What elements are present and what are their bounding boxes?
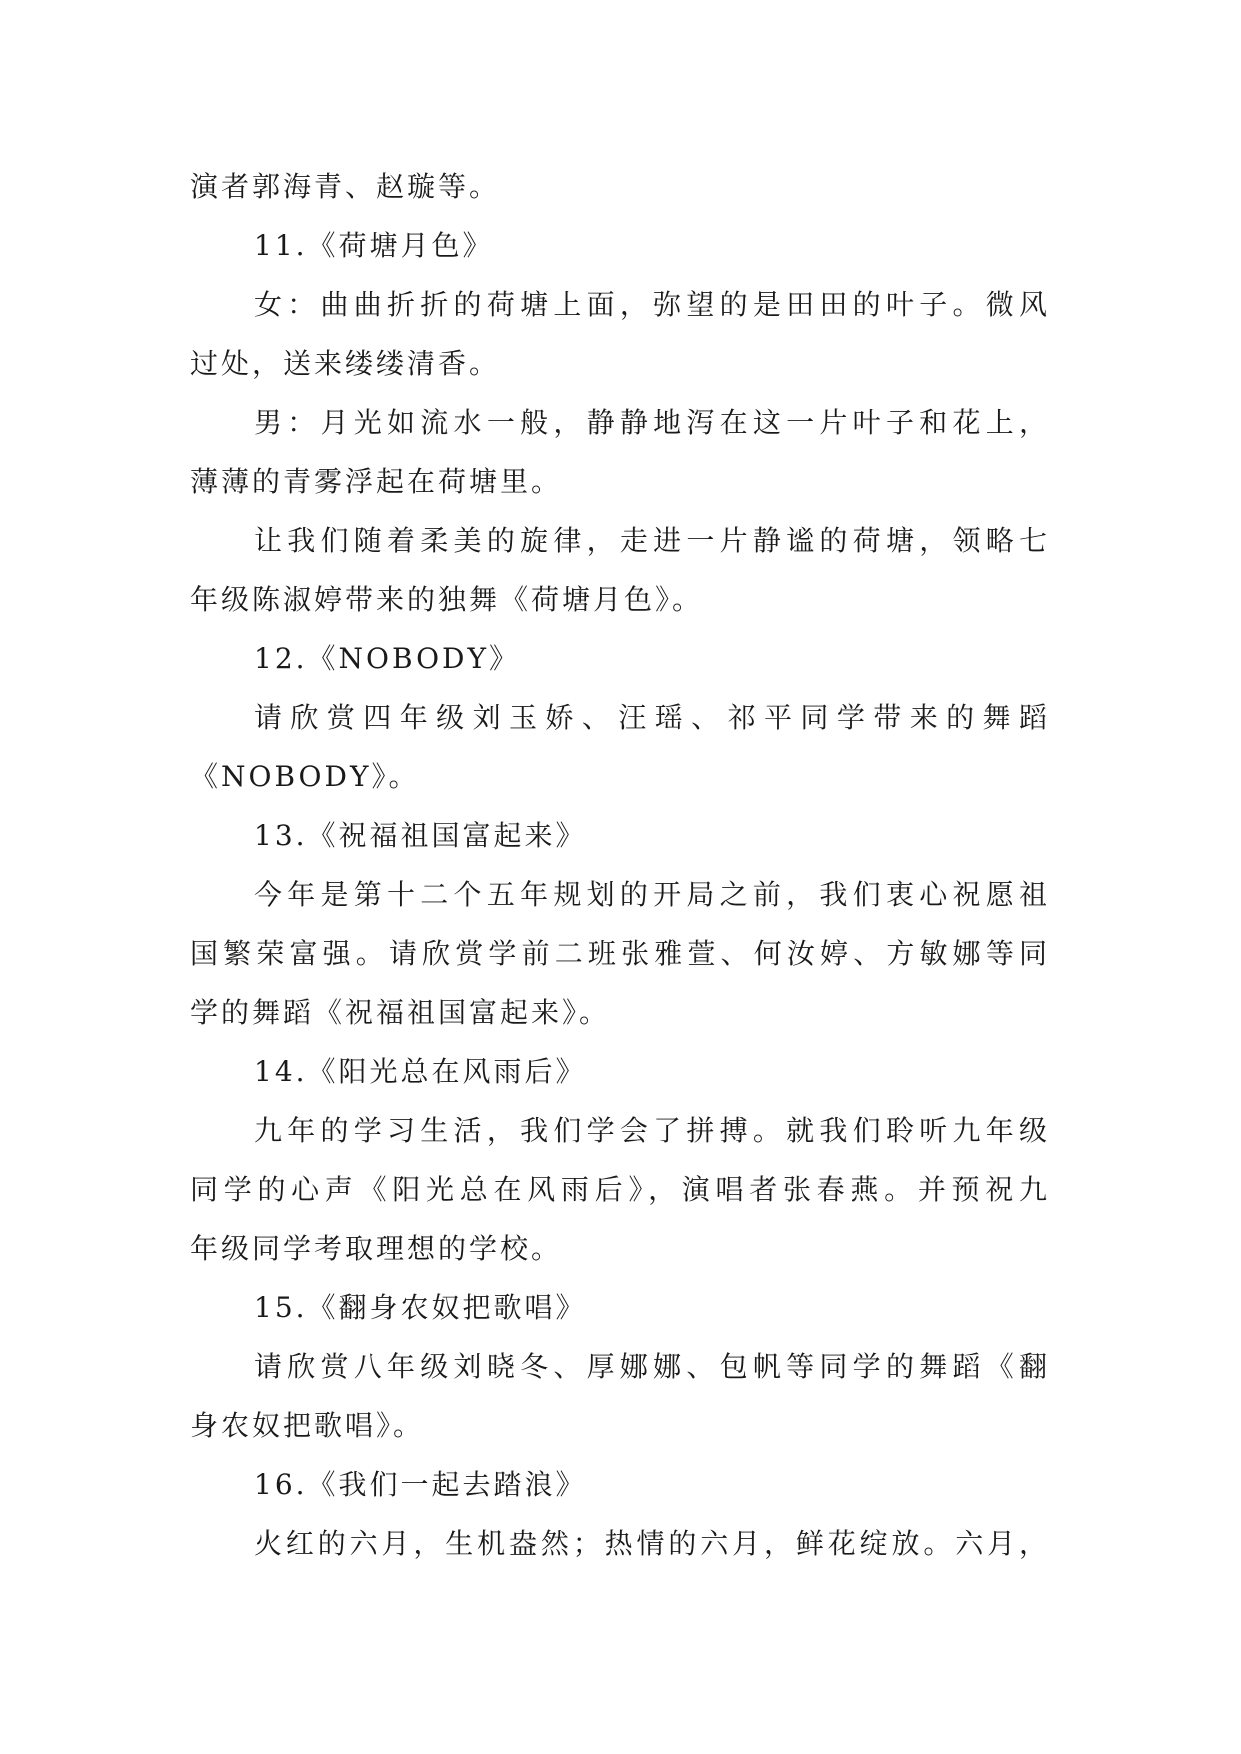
text-line-10: 请欣赏四年级刘玉娇、汪瑶、祁平同学带来的舞蹈 xyxy=(254,701,1050,734)
text-line-7: 让我们随着柔美的旋律，走进一片静谧的荷塘，领略七 xyxy=(254,524,1050,557)
text-line-6: 薄薄的青雾浮起在荷塘里。 xyxy=(190,465,563,498)
text-line-14: 国繁荣富强。请欣赏学前二班张雅萱、何汝婷、方敏娜等同 xyxy=(190,937,1050,970)
program-title-14: 14.《阳光总在风雨后》 xyxy=(254,1055,587,1088)
text-line-3: 女：曲曲折折的荷塘上面，弥望的是田田的叶子。微风 xyxy=(254,288,1050,321)
text-line-15: 学的舞蹈《祝福祖国富起来》。 xyxy=(190,996,611,1029)
text-line-11: 《NOBODY》。 xyxy=(190,760,420,793)
program-title-15: 15.《翻身农奴把歌唱》 xyxy=(254,1291,587,1324)
program-title-11: 11.《荷塘月色》 xyxy=(254,229,494,262)
text-line-22: 身农奴把歌唱》。 xyxy=(190,1409,425,1442)
text-line-18: 同学的心声《阳光总在风雨后》，演唱者张春燕。并预祝九 xyxy=(190,1173,1050,1206)
program-title-12: 12.《NOBODY》 xyxy=(254,642,520,675)
program-title-16: 16.《我们一起去踏浪》 xyxy=(254,1468,587,1501)
text-line-19: 年级同学考取理想的学校。 xyxy=(190,1232,563,1265)
text-line-24: 火红的六月，生机盎然；热情的六月，鲜花绽放。六月， xyxy=(254,1527,1050,1560)
text-line-4: 过处，送来缕缕清香。 xyxy=(190,347,501,380)
text-line-17: 九年的学习生活，我们学会了拼搏。就我们聆听九年级 xyxy=(254,1114,1050,1147)
text-line-5: 男：月光如流水一般，静静地泻在这一片叶子和花上， xyxy=(254,406,1050,439)
program-title-13: 13.《祝福祖国富起来》 xyxy=(254,819,587,852)
text-line-8: 年级陈淑婷带来的独舞《荷塘月色》。 xyxy=(190,583,704,616)
text-line-13: 今年是第十二个五年规划的开局之前，我们衷心祝愿祖 xyxy=(254,878,1050,911)
text-line-1: 演者郭海青、赵璇等。 xyxy=(190,170,501,203)
text-line-21: 请欣赏八年级刘晓冬、厚娜娜、包帆等同学的舞蹈《翻 xyxy=(254,1350,1050,1383)
